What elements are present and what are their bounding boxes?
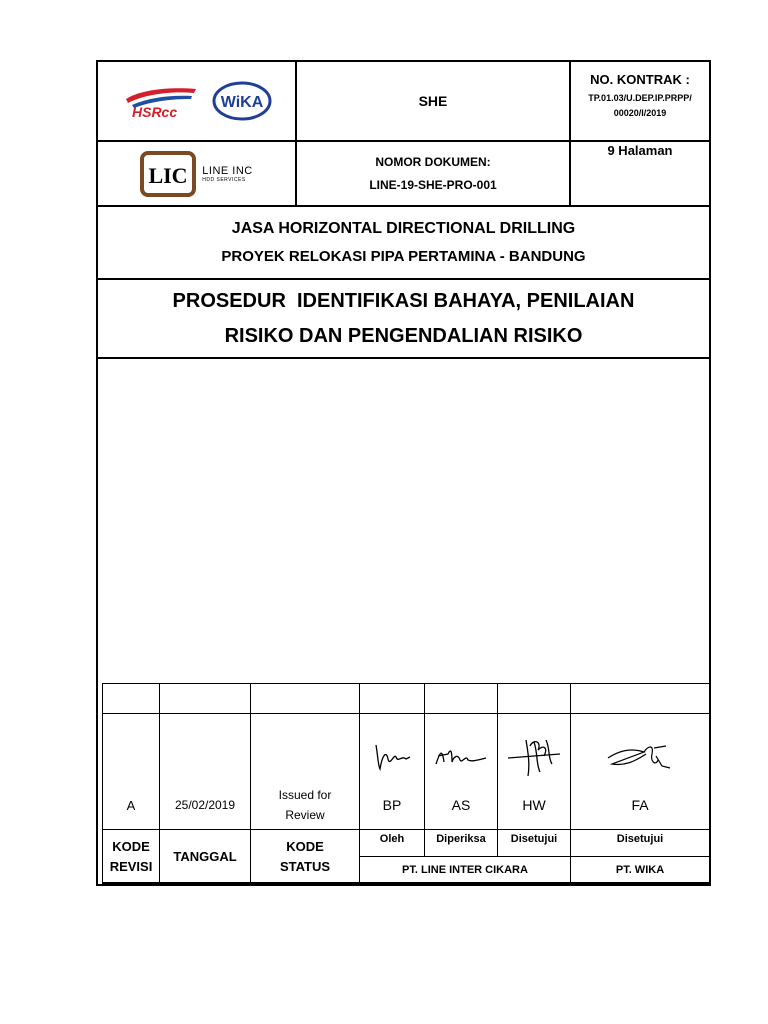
company-line-inter-cikara: PT. LINE INTER CIKARA xyxy=(402,863,528,876)
signature-hw xyxy=(504,734,564,778)
revision-date: 25/02/2019 xyxy=(174,798,236,812)
contract-number-line2: 00020/I/2019 xyxy=(613,108,667,118)
department-label: SHE xyxy=(418,93,448,109)
revision-status xyxy=(251,784,359,826)
label-kode-status: KODE STATUS xyxy=(279,838,331,874)
lic-logo xyxy=(140,151,196,197)
document-title-line2: RISIKO DAN PENGENDALIAN RISIKO xyxy=(224,324,583,347)
revision-checked: AS xyxy=(451,797,471,813)
label-kode-revisi: KODE REVISI xyxy=(109,838,153,874)
contract-number-line1: TP.01.03/U.DEP.IP.PRPP/ xyxy=(588,93,692,103)
svg-text:WiKA: WiKA xyxy=(220,94,263,111)
document-number-cell xyxy=(297,142,569,205)
lic-logo-sub: HDD SERVICES xyxy=(202,176,246,183)
document-frame xyxy=(96,60,711,886)
revision-approved-1: HW xyxy=(522,797,546,813)
label-tanggal: TANGGAL xyxy=(173,848,237,864)
label-diperiksa: Diperiksa xyxy=(436,833,486,845)
pages-cell xyxy=(571,142,709,205)
svg-text:HSRcc: HSRcc xyxy=(131,104,177,120)
svg-text:LIC: LIC xyxy=(148,162,188,188)
signature-as xyxy=(432,742,490,772)
hsrcc-logo xyxy=(122,81,198,121)
department-cell xyxy=(297,62,569,140)
signature-bp xyxy=(372,737,414,773)
logo-area-top xyxy=(98,62,295,140)
document-title-line1: PROSEDUR IDENTIFIKASI BAHAYA, PENILAIAN xyxy=(172,289,635,312)
contract-cell xyxy=(571,62,709,140)
document-title-cell xyxy=(98,280,709,357)
revision-approved-2: FA xyxy=(631,797,649,813)
contract-label: NO. KONTRAK : xyxy=(590,72,690,87)
signature-fa xyxy=(604,740,674,776)
revision-code: A xyxy=(126,797,136,813)
project-title-line1: JASA HORIZONTAL DIRECTIONAL DRILLING xyxy=(231,220,576,237)
revision-status-line2: Review xyxy=(285,808,325,822)
label-disetujui-1: Disetujui xyxy=(510,833,558,845)
wika-logo xyxy=(212,80,272,122)
label-disetujui-2: Disetujui xyxy=(616,833,664,845)
revision-by: BP xyxy=(382,797,402,813)
project-title-line2: PROYEK RELOKASI PIPA PERTAMINA - BANDUNG xyxy=(221,248,586,265)
document-number: LINE-19-SHE-PRO-001 xyxy=(369,178,497,192)
company-wika: PT. WIKA xyxy=(615,863,665,876)
page-count: 9 Halaman xyxy=(607,143,673,158)
logo-area-bottom xyxy=(98,142,295,205)
lic-logo-name: LINE INC xyxy=(202,164,253,177)
project-cell xyxy=(98,207,709,278)
revision-status-line1: Issued for xyxy=(278,788,332,802)
document-number-label: NOMOR DOKUMEN: xyxy=(375,155,491,169)
label-oleh: Oleh xyxy=(379,833,405,845)
